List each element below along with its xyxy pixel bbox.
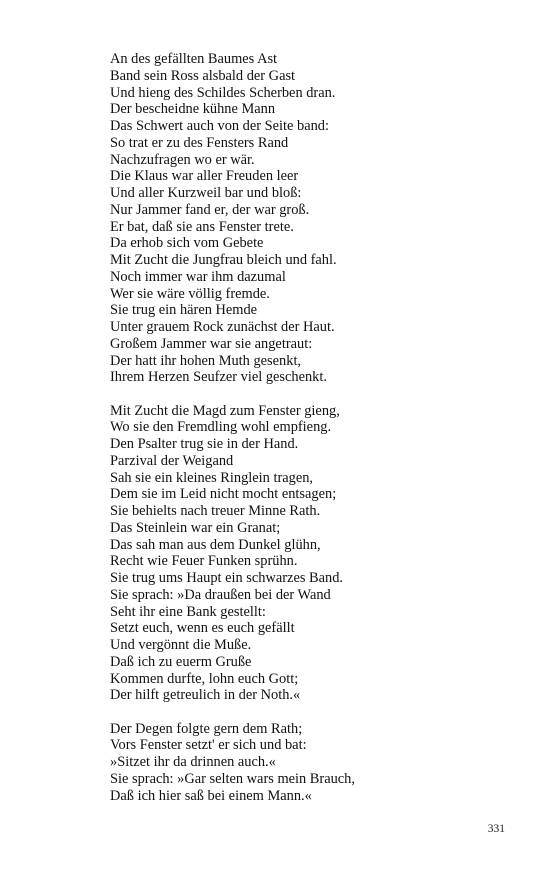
- stanza-2: [110, 403, 510, 705]
- verse-line: Unter grauem Rock zunächst der Haut.: [110, 319, 335, 335]
- verse-line: Mit Zucht die Magd zum Fenster gieng,: [110, 402, 340, 419]
- verse-line: Das Schwert auch von der Seite band:: [110, 118, 329, 134]
- verse-line: Wer sie wäre völlig fremde.: [110, 285, 270, 302]
- verse-line: Der hilft getreulich in der Noth.«: [110, 687, 301, 704]
- verse-line: Nur Jammer fand er, der war groß.: [110, 201, 310, 218]
- verse-line: Der bescheidne kühne Mann: [110, 101, 276, 118]
- stanza-3: [110, 721, 510, 805]
- verse-line: Sie sprach: »Gar selten wars mein Brauch,: [110, 770, 355, 787]
- verse-line: Sie sprach: »Da draußen bei der Wand: [110, 586, 331, 603]
- verse-line: »Sitzet ihr da drinnen auch.«: [110, 754, 276, 771]
- verse-line: Und aller Kurzweil bar und bloß:: [110, 185, 302, 201]
- verse-line: Und hieng des Schildes Scherben dran.: [110, 84, 336, 101]
- verse-line: Kommen durfte, lohn euch Gott;: [110, 670, 299, 687]
- verse-line: Den Psalter trug sie in der Hand.: [110, 436, 299, 453]
- verse-line: Parzival der Weigand: [110, 452, 234, 469]
- verse-line: Noch immer war ihm dazumal: [110, 268, 286, 285]
- page-number: 331: [487, 823, 505, 835]
- verse-line: Seht ihr eine Bank gestellt:: [110, 603, 266, 620]
- verse-line: Das Steinlein war ein Granat;: [110, 519, 281, 536]
- verse-line: Der hatt ihr hohen Muth gesenkt,: [110, 352, 302, 369]
- verse-line: Sah sie ein kleines Ringlein tragen,: [110, 469, 314, 486]
- verse-line: Großem Jammer war sie angetraut:: [110, 335, 313, 352]
- verse-line: Recht wie Feuer Funken sprühn.: [110, 553, 298, 570]
- verse-line: So trat er zu des Fensters Rand: [110, 134, 289, 151]
- verse-line: Ihrem Herzen Seufzer viel geschenkt.: [110, 369, 327, 386]
- verse-line: Sie trug ein hären Hemde: [110, 302, 258, 319]
- verse-line: Nachzufragen wo er wär.: [110, 151, 255, 168]
- verse-line: Wo sie den Fremdling wohl empfieng.: [110, 419, 332, 436]
- verse-line: Sie behielts nach treuer Minne Rath.: [110, 503, 321, 520]
- stanza-1: [110, 51, 510, 386]
- verse-line: An des gefällten Baumes Ast: [110, 51, 278, 67]
- verse-line: Er bat, daß sie ans Fenster trete.: [110, 218, 294, 235]
- verse-line: Sie trug ums Haupt ein schwarzes Band.: [110, 570, 343, 587]
- verse-line: Setzt euch, wenn es euch gefällt: [110, 620, 295, 637]
- verse-line: Und vergönnt die Muße.: [110, 637, 252, 654]
- verse-line: Dem sie im Leid nicht mocht entsagen;: [110, 486, 337, 503]
- poem-text: [110, 51, 510, 804]
- verse-line: Mit Zucht die Jungfrau bleich und fahl.: [110, 252, 337, 268]
- verse-line: Da erhob sich vom Gebete: [110, 235, 264, 252]
- verse-line: Vors Fenster setzt' er sich und bat:: [110, 737, 307, 754]
- verse-line: Daß ich zu euerm Gruße: [110, 653, 252, 670]
- verse-line: Das sah man aus dem Dunkel glühn,: [110, 536, 321, 553]
- verse-line: Daß ich hier saß bei einem Mann.«: [110, 787, 312, 804]
- verse-line: Band sein Ross alsbald der Gast: [110, 67, 296, 84]
- verse-line: Der Degen folgte gern dem Rath;: [110, 720, 303, 737]
- verse-line: Die Klaus war aller Freuden leer: [110, 168, 299, 185]
